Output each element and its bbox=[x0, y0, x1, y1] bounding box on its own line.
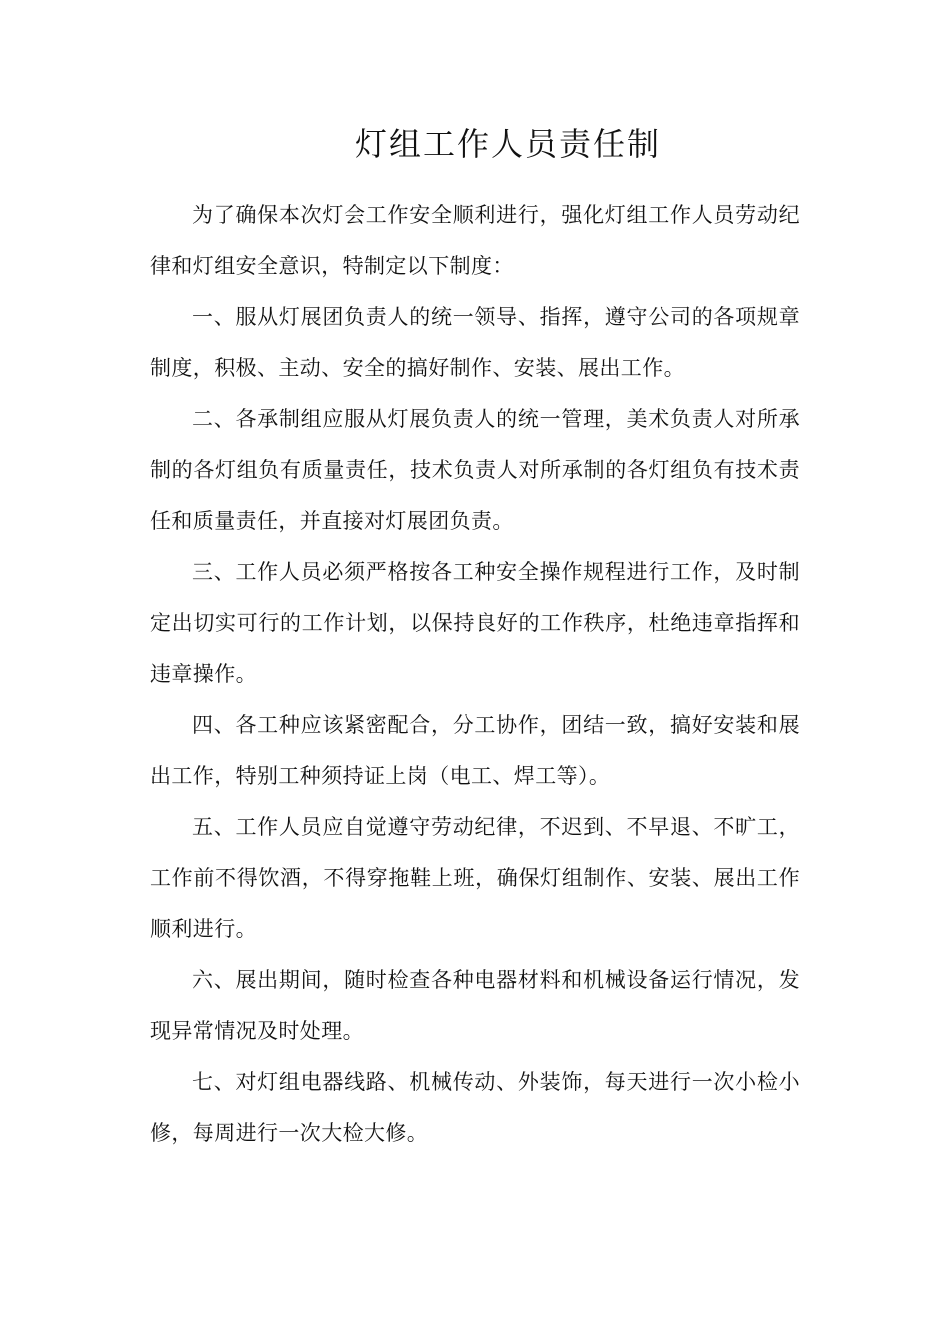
paragraph-item-2: 二、各承制组应服从灯展负责人的统一管理，美术负责人对所承制的各灯组负有质量责任，技术负责人对所承制的各灯组负有技术责任和质量责任，并直接对灯展团负责。 bbox=[150, 407, 800, 533]
paragraph-item-6: 六、展出期间，随时检查各种电器材料和机械设备运行情况，发现异常情况及时处理。 bbox=[150, 968, 800, 1043]
paragraph-item-1: 一、服从灯展团负责人的统一领导、指挥，遵守公司的各项规章制度，积极、主动、安全的搞好制作、安装、展出工作。 bbox=[150, 305, 800, 380]
document-body bbox=[150, 190, 800, 1159]
paragraph-intro: 为了确保本次灯会工作安全顺利进行，强化灯组工作人员劳动纪律和灯组安全意识，特制定以下制度： bbox=[150, 203, 800, 278]
paragraph-item-5: 五、工作人员应自觉遵守劳动纪律，不迟到、不早退、不旷工，工作前不得饮酒，不得穿拖鞋上班，确保灯组制作、安装、展出工作顺利进行。 bbox=[150, 815, 800, 941]
document-title: 灯组工作人员责任制 bbox=[354, 125, 661, 163]
paragraph-item-3: 三、工作人员必须严格按各工种安全操作规程进行工作，及时制定出切实可行的工作计划，以保持良好的工作秩序，杜绝违章指挥和违章操作。 bbox=[150, 560, 800, 686]
paragraph-item-4: 四、各工种应该紧密配合，分工协作，团结一致，搞好安装和展出工作，特别工种须持证上岗（电工、焊工等）。 bbox=[150, 713, 800, 788]
paragraph-item-7: 七、对灯组电器线路、机械传动、外装饰，每天进行一次小检小修，每周进行一次大检大修。 bbox=[150, 1070, 800, 1145]
